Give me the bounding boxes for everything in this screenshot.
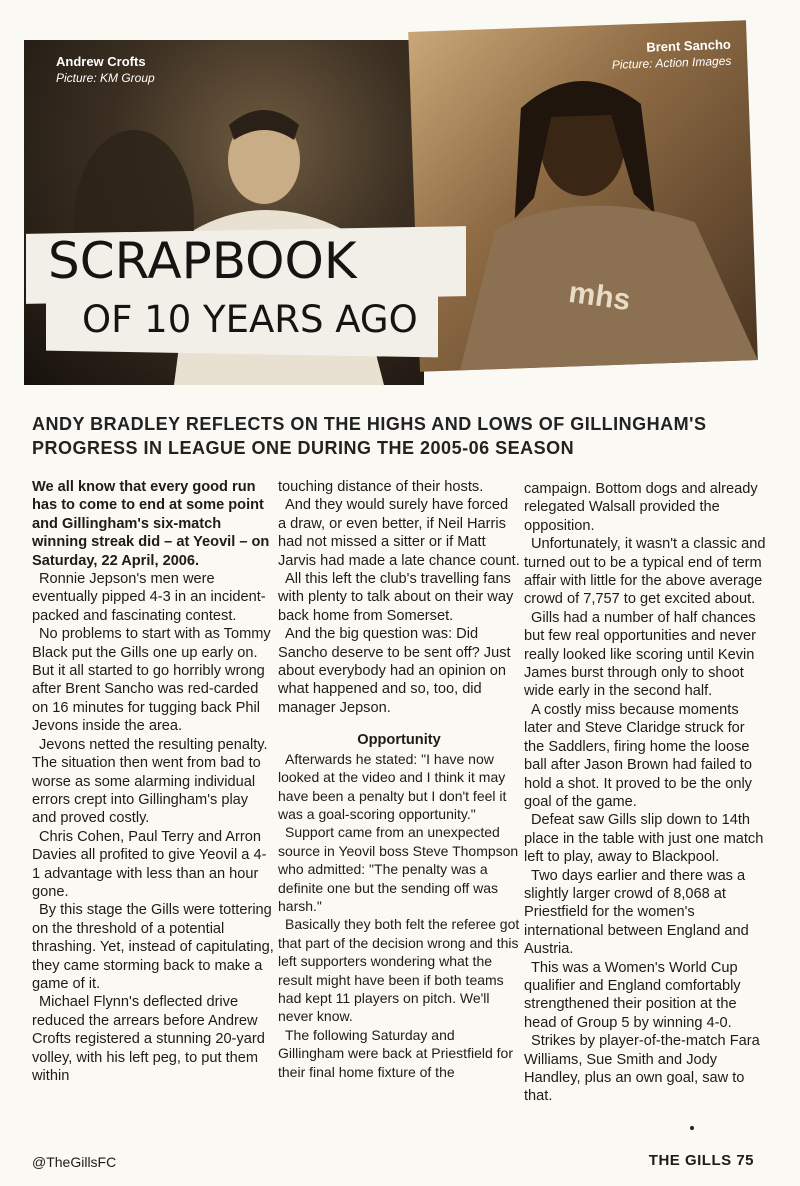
paragraph: The following Saturday and Gillingham were back at Priestfield for their final home fixture of the (278, 1026, 513, 1080)
footer-folio (649, 1152, 754, 1169)
headline-sub: OF 10 YEARS AGO (82, 298, 418, 341)
paragraph: campaign. Bottom dogs and already relegated Walsall provided the opposition. (524, 481, 758, 534)
headline-main: SCRAPBOOK (48, 232, 357, 290)
paragraph: Unfortunately, it wasn't a classic and turned out to be a typical end of term affair with little for the above average crowd of 7,757 to get excited about. (524, 536, 766, 608)
paragraph: Gills had a number of half chances but few real opportunities and never really looked like scoring until Kevin James burst through only to shoot wide early in the second half. (524, 609, 757, 700)
right-photo-name: Brent Sancho (646, 36, 732, 55)
svg-text:mhs: mhs (566, 275, 633, 318)
left-photo-credit (56, 54, 155, 86)
paragraph: A costly miss because moments later and Steve Claridge struck for the Saddlers, firing home the loose ball after Jason Brown had failed to hold a shot. It proved to be the only goal of the game. (524, 701, 752, 810)
lead-paragraph: We all know that every good run has to come to end at some point and Gillingham's six-match winning streak did – at Yeovil – on Saturday, 22 April, 2006. (32, 479, 270, 569)
end-mark (690, 1126, 694, 1130)
paragraph: Chris Cohen, Paul Terry and Arron Davies all profited to give Yeovil a 4-1 advantage with less than an hour gone. (32, 828, 267, 900)
subheading: Opportunity (357, 732, 441, 749)
headline-card (26, 230, 466, 360)
paragraph: Afterwards he stated: "I have now looked at the video and I think it may have been a penalty but I don't feel it was a goal-scoring opportunity." (278, 750, 507, 822)
paragraph: And the big question was: Did Sancho deserve to be sent off? Just about everybody had an opinion on what happened and so, too, did manager Jepson. (278, 626, 511, 716)
paragraph: By this stage the Gills were tottering on the threshold of a potential thrashing. Yet, instead of capitulating, they came storming back to make a game of it. (32, 902, 274, 992)
footer-handle: @TheGillsFC (32, 1154, 117, 1170)
paragraph: Strikes by player-of-the-match Fara Williams, Sue Smith and Jody Handley, plus an own goal, saw to that. (524, 1033, 760, 1105)
paragraph: This was a Women's World Cup qualifier and England comfortably strengthened their position at the head of Group 5 by winning 4-0. (524, 959, 741, 1031)
paragraph: Jevons netted the resulting penalty. The situation then went from bad to worse as some alarming individual errors crept into Gillingham's play and proved costly. (32, 736, 268, 827)
paragraph: All this left the club's travelling fans with plenty to talk about on their way back home from Somerset. (278, 571, 514, 624)
magazine-name: THE GILLS (648, 1152, 732, 1169)
article-column-3 (524, 480, 766, 1106)
page-number: 75 (736, 1152, 754, 1169)
paragraph: Defeat saw Gills slip down to 14th place in the table with just one match left to play, away to Blackpool. (524, 812, 764, 866)
article-column-2 (278, 478, 520, 1081)
article-column-1 (32, 478, 274, 1085)
left-photo-source: Picture: KM Group (56, 71, 155, 85)
right-photo-source: Picture: Action Images (611, 53, 732, 72)
paragraph: touching distance of their hosts. (278, 479, 484, 495)
paragraph: And they would surely have forced a draw, or even better, if Neil Harris had not missed a sitter or if Matt Jarvis had made a late chance count. (278, 497, 520, 569)
right-photo-credit (611, 37, 732, 73)
standfirst: ANDY BRADLEY REFLECTS ON THE HIGHS AND LOWS OF GILLINGHAM'S PROGRESS IN LEAGUE ONE DURING THE 2005-06 SEASON (32, 414, 707, 458)
paragraph: Ronnie Jepson's men were eventually pipped 4-3 in an incident-packed and fascinating contest. (32, 571, 266, 624)
paragraph: No problems to start with as Tommy Black put the Gills one up early on. But it all started to go horribly wrong after Brent Sancho was red-carded on 16 minutes for tugging back Phil Jevons inside the area. (32, 626, 271, 735)
left-photo-name: Andrew Crofts (56, 54, 146, 69)
paragraph: Two days earlier and there was a slightly larger crowd of 8,068 at Priestfield for the women's international between England and Austria. (524, 867, 749, 958)
paragraph: Michael Flynn's deflected drive reduced the arrears before Andrew Crofts registered a stunning 20-yard volley, with his left peg, to put them within (32, 994, 265, 1084)
paragraph: Support came from an unexpected source in Yeovil boss Steve Thompson who admitted: "The penalty was a definite one but the sending off was harsh." (278, 824, 519, 914)
paragraph: Basically they both felt the referee got that part of the decision wrong and this left supporters wondering what the result might have been if both teams had kept 11 players on pitch. We'll never know. (278, 916, 520, 1025)
